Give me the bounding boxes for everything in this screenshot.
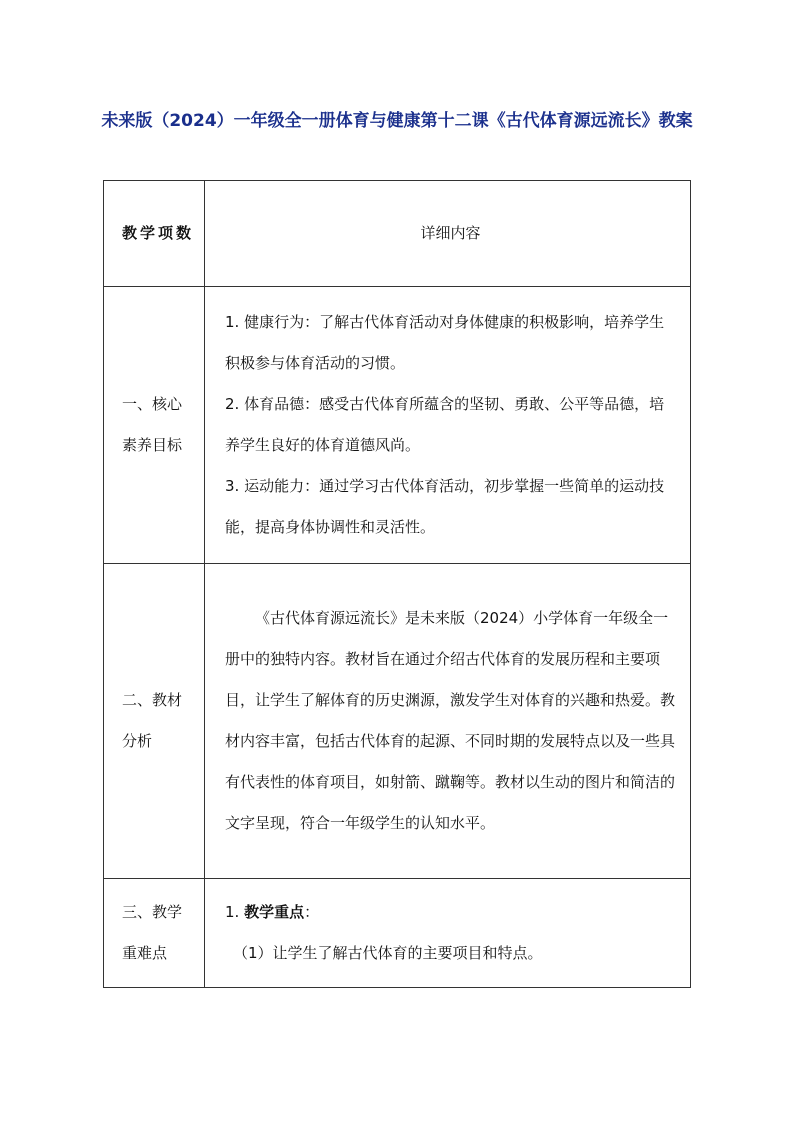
- row-content-cell: [205, 564, 691, 879]
- document-title: 未来版（2024）一年级全一册体育与健康第十二课《古代体育源远流长》教案: [101, 111, 693, 131]
- table-row-textbook-analysis: [104, 564, 691, 879]
- row-label-cell: [104, 879, 205, 988]
- table-header-row: [104, 181, 691, 287]
- row-label-core-goals: 一、核心素养目标: [122, 395, 183, 454]
- goal-item-morality: 2. 体育品德：感受古代体育所蕴含的坚韧、勇敢、公平等品德，培养学生良好的体育道德风尚。: [225, 395, 665, 454]
- lesson-plan-table: [103, 180, 691, 988]
- key-point-item: （1）让学生了解古代体育的主要项目和特点。: [233, 944, 543, 962]
- table-row-key-points: [104, 879, 691, 988]
- header-left-label: 教学项数: [122, 224, 195, 242]
- header-cell-left: [104, 181, 205, 287]
- goal-item-health: 1. 健康行为：了解古代体育活动对身体健康的积极影响，培养学生积极参与体育活动的习惯。: [225, 313, 665, 372]
- goal-item-ability: 3. 运动能力：通过学习古代体育活动，初步掌握一些简单的运动技能，提高身体协调性和灵活性。: [225, 477, 665, 536]
- key-points-heading-colon: ：: [304, 903, 320, 921]
- row-label-textbook-analysis: 二、教材分析: [122, 691, 183, 750]
- key-points-heading-number: 1.: [225, 903, 245, 921]
- key-points-heading-text: 教学重点: [244, 903, 305, 921]
- row-content-cell: [205, 879, 691, 988]
- row-label-key-points: 三、教学重难点: [122, 903, 183, 962]
- row-content-cell: [205, 287, 691, 564]
- row-label-cell: [104, 287, 205, 564]
- header-cell-right: [205, 181, 691, 287]
- header-right-label: 详细内容: [420, 224, 481, 242]
- table-row-core-goals: [104, 287, 691, 564]
- analysis-paragraph: 《古代体育源远流长》是未来版（2024）小学体育一年级全一册中的独特内容。教材旨在通过介绍古代体育的发展历程和主要项目，让学生了解体育的历史渊源，激发学生对体育的兴趣和热爱。教材内容丰富，包括古代体育的起源、不同时期的发展特点以及一些具有代表性的体育项目，如射箭、蹴鞠等。教材以生动的图片和简洁的文字呈现，符合一年级学生的认知水平。: [225, 609, 676, 832]
- row-label-cell: [104, 564, 205, 879]
- key-points-heading: [225, 892, 676, 933]
